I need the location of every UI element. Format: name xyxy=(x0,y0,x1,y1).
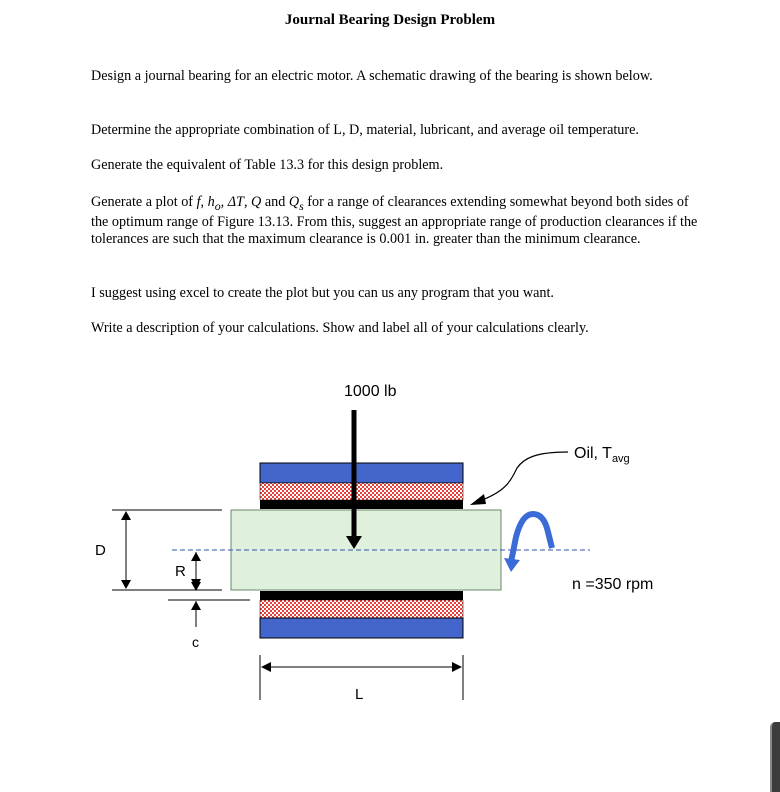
symbol-qs: Q xyxy=(288,194,300,210)
oil-label xyxy=(574,445,630,465)
dimension-l-label: L xyxy=(355,686,364,703)
symbol-f: f xyxy=(196,194,201,210)
paragraph-excel: I suggest using excel to create the plot but you can us any program that you want. xyxy=(91,285,554,301)
rotation-arrow-head xyxy=(504,558,520,572)
oil-leader-arrow xyxy=(470,494,486,505)
housing-top xyxy=(260,463,463,483)
dimension-c-label: c xyxy=(192,634,199,650)
rotation-arrow xyxy=(511,514,552,562)
symbol-qs-sub: s xyxy=(299,198,304,213)
window-corner-widget xyxy=(770,722,780,792)
dimension-d-label: D xyxy=(95,542,106,559)
bearing-liner-top xyxy=(260,483,463,500)
symbol-delta-t: ΔT xyxy=(227,194,244,210)
symbol-q: Q xyxy=(251,194,262,210)
document-title: Journal Bearing Design Problem xyxy=(284,12,496,28)
plot-text-pre: Generate a plot of xyxy=(91,194,197,210)
oil-label-text: Oil, T xyxy=(574,445,612,462)
speed-label: n =350 rpm xyxy=(572,576,654,593)
oil-label-sub: avg xyxy=(611,453,630,466)
paragraph-generate-plot: Generate a plot of f, $h_o$, ΔT, Q and $Q_s$ for a range of clearances extending somewhat beyond both sides of the optimum range of Figure 13.13. From this, suggest an appropriate range of production clearances if the tolerances are such that the maximum clearance is 0.001 in. greater than the minimum clearance. xyxy=(91,194,698,247)
paragraph-generate-table: Generate the equivalent of Table 13.3 for this design problem. xyxy=(91,157,444,173)
plot-text-and: and xyxy=(261,194,289,210)
paragraph-describe: Write a description of your calculations. Show and label all of your calculations clearly. xyxy=(91,320,589,336)
paragraph-intro: Design a journal bearing for an electric motor. A schematic drawing of the bearing is shown below. xyxy=(91,68,653,84)
dimension-r-label: R xyxy=(175,563,186,580)
plot-text-post: for a range of clearances extending somewhat beyond both sides of the optimum range of Figure 13.13. From this, suggest an appropriate range of production clearances if the tolerances are such that the maximum clearance is 0.001 in. greater than the minimum clearance. xyxy=(91,194,698,247)
paragraph-determine: Determine the appropriate combination of L, D, material, lubricant, and average oil temperature. xyxy=(91,122,639,138)
load-label: 1000 lb xyxy=(344,383,397,400)
oil-leader-line xyxy=(482,452,568,500)
housing-bottom xyxy=(260,618,463,638)
symbol-h: h xyxy=(207,194,215,210)
symbol-h-sub: o xyxy=(214,198,221,213)
oil-film-bottom xyxy=(260,591,463,600)
bearing-liner-bottom xyxy=(260,600,463,618)
oil-film-top xyxy=(260,500,463,509)
